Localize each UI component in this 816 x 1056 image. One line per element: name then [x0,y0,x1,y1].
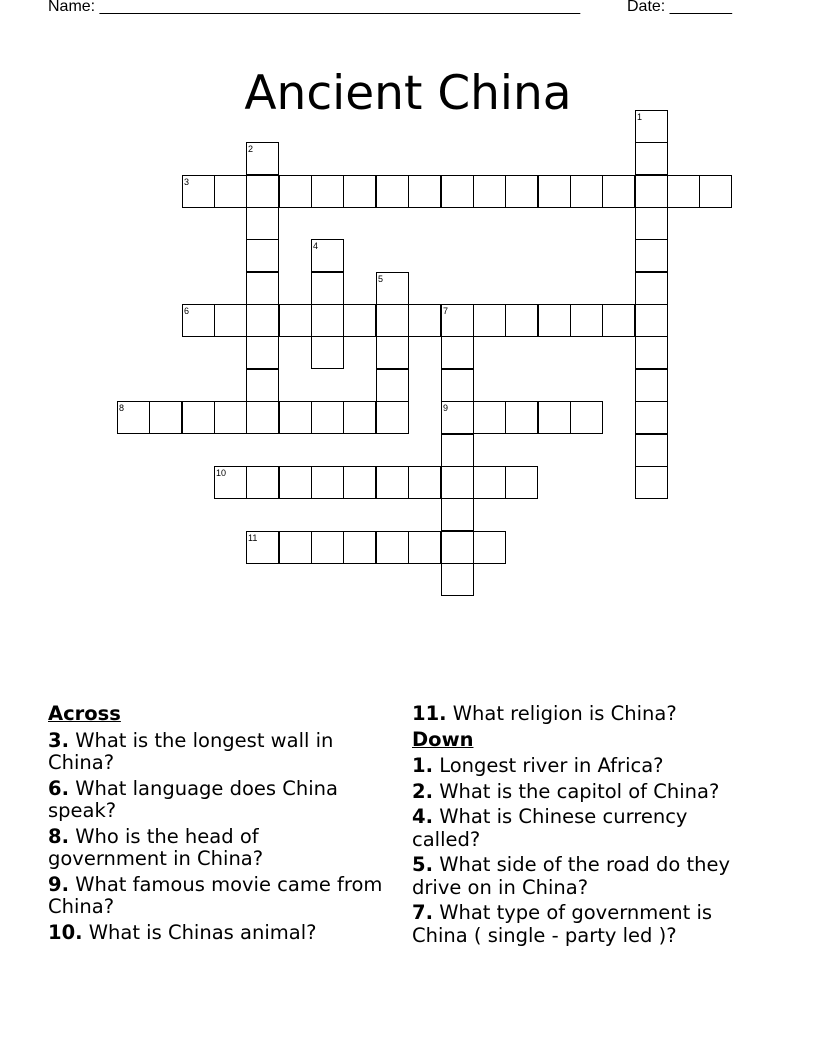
clue-text: Longest river in Africa? [439,754,664,777]
crossword-cell[interactable] [246,175,279,208]
crossword-cell[interactable] [602,304,635,337]
clue-across-8 [48,826,383,871]
crossword-cell[interactable] [473,401,506,434]
clue-number: 4. [412,805,433,828]
crossword-cell[interactable] [408,304,441,337]
crossword-cell[interactable] [441,434,474,467]
crossword-cell[interactable] [311,272,344,305]
crossword-cell[interactable] [635,401,668,434]
crossword-cell[interactable] [279,175,312,208]
crossword-cell[interactable] [376,531,409,564]
clue-down-2 [412,781,757,804]
crossword-cell[interactable] [667,175,700,208]
crossword-cell[interactable] [311,401,344,434]
crossword-cell[interactable] [311,466,344,499]
crossword-cell[interactable] [311,175,344,208]
clue-across-6 [48,778,383,823]
clue-across-11 [412,703,757,726]
clue-number-label: 11 [248,533,258,543]
crossword-cell[interactable] [279,401,312,434]
down-heading: Down [412,727,474,751]
crossword-cell[interactable] [538,175,571,208]
crossword-cell[interactable] [376,369,409,402]
crossword-cell[interactable] [473,304,506,337]
clue-text: What language does China speak? [48,776,338,822]
clue-number-label: 2 [248,144,254,154]
clue-number-label: 5 [378,274,384,284]
clue-down-4 [412,806,757,851]
crossword-cell[interactable] [538,401,571,434]
crossword-cell[interactable] [602,175,635,208]
crossword-cell[interactable] [246,401,279,434]
clue-text: What side of the road do they drive on in China? [412,853,731,899]
crossword-cell[interactable] [246,304,279,337]
across-heading: Across [48,702,121,725]
crossword-cell[interactable] [376,401,409,434]
clue-text: What is the longest wall in China? [48,728,334,774]
crossword-cell[interactable] [505,466,538,499]
clue-text: What famous movie came from China? [48,872,383,918]
crossword-cell[interactable] [279,531,312,564]
crossword-cell[interactable] [441,466,474,499]
clue-number: 11. [412,702,447,725]
crossword-cell[interactable] [408,531,441,564]
clue-down-7 [412,902,757,947]
crossword-cell[interactable] [441,531,474,564]
clue-across-9 [48,874,383,919]
crossword-cell[interactable] [635,369,668,402]
clue-number: 6. [48,776,69,800]
crossword-cell[interactable] [376,466,409,499]
clue-number-label: 1 [637,112,643,122]
clue-number: 7. [412,901,433,924]
crossword-cell[interactable] [408,466,441,499]
clue-text: What religion is China? [452,702,677,725]
crossword-cell[interactable] [214,401,247,434]
crossword-cell[interactable] [635,239,668,272]
clue-number-label: 10 [216,468,227,478]
crossword-cell[interactable] [570,401,603,434]
crossword-cell[interactable] [441,563,474,596]
crossword-cell[interactable] [214,304,247,337]
crossword-cell[interactable] [246,239,279,272]
crossword-cell[interactable] [246,336,279,369]
clue-number-label: 6 [184,306,190,316]
crossword-cell[interactable] [311,304,344,337]
clue-number: 5. [412,853,433,876]
crossword-cell[interactable] [343,401,376,434]
crossword-cell[interactable] [473,531,506,564]
crossword-cell[interactable] [505,175,538,208]
crossword-cell[interactable] [279,466,312,499]
crossword-cell[interactable] [311,531,344,564]
crossword-cell[interactable] [246,207,279,240]
crossword-cell[interactable] [635,207,668,240]
clue-text: What is Chinas animal? [88,920,317,944]
crossword-cell[interactable] [635,142,668,175]
crossword-cell[interactable] [343,175,376,208]
crossword-cell[interactable] [635,466,668,499]
crossword-cell[interactable] [279,304,312,337]
crossword-cell[interactable] [635,304,668,337]
clue-number: 1. [412,754,433,777]
crossword-cell[interactable] [473,466,506,499]
clue-down-5 [412,854,757,899]
clue-across-3 [48,730,383,775]
clue-text: What is Chinese currency called? [412,805,688,851]
crossword-cell[interactable] [441,175,474,208]
clue-number: 3. [48,728,69,752]
clue-down-1 [412,755,757,778]
name-field-line[interactable]: Name: ______________________________________________________ [48,0,581,15]
crossword-cell[interactable] [505,304,538,337]
page-title: Ancient China [244,66,572,122]
clue-text: Who is the head of government in China? [48,824,264,870]
clue-number: 10. [48,920,83,944]
crossword-cell[interactable] [441,369,474,402]
crossword-cell[interactable] [538,304,571,337]
crossword-cell[interactable] [311,336,344,369]
clues-column-left [48,703,383,947]
crossword-cell[interactable] [246,272,279,305]
crossword-cell[interactable] [505,401,538,434]
crossword-cell[interactable] [570,304,603,337]
clue-number-label: 9 [443,403,449,413]
crossword-cell[interactable] [570,175,603,208]
clue-number-label: 7 [443,306,449,316]
clue-number: 8. [48,824,69,848]
clue-number: 2. [412,779,433,803]
crossword-cell[interactable] [635,434,668,467]
crossword-cell[interactable] [635,175,668,208]
clue-across-10 [48,922,383,945]
crossword-cell[interactable] [214,175,247,208]
crossword-cell[interactable] [343,466,376,499]
crossword-cell[interactable] [473,175,506,208]
clues-column-right [412,703,757,950]
clue-number-label: 3 [184,177,190,187]
clue-number-label: 4 [313,241,319,251]
crossword-cell[interactable] [376,304,409,337]
clue-text: What is the capitol of China? [439,779,720,803]
crossword-cell[interactable] [441,336,474,369]
crossword-cell[interactable] [408,175,441,208]
crossword-cell[interactable] [635,272,668,305]
crossword-cell[interactable] [635,336,668,369]
clue-number-label: 8 [119,403,125,413]
crossword-cell[interactable] [376,336,409,369]
crossword-cell[interactable] [376,175,409,208]
crossword-cell[interactable] [441,498,474,531]
crossword-cell[interactable] [343,304,376,337]
clue-number: 9. [48,872,69,896]
crossword-cell[interactable] [246,369,279,402]
clue-text: What type of government is China ( single - party led )? [412,901,713,947]
crossword-cell[interactable] [182,401,215,434]
crossword-cell[interactable] [343,531,376,564]
crossword-cell[interactable] [246,466,279,499]
crossword-cell[interactable] [149,401,182,434]
crossword-cell[interactable] [699,175,732,208]
date-field-line[interactable]: Date: _______ [627,0,732,15]
